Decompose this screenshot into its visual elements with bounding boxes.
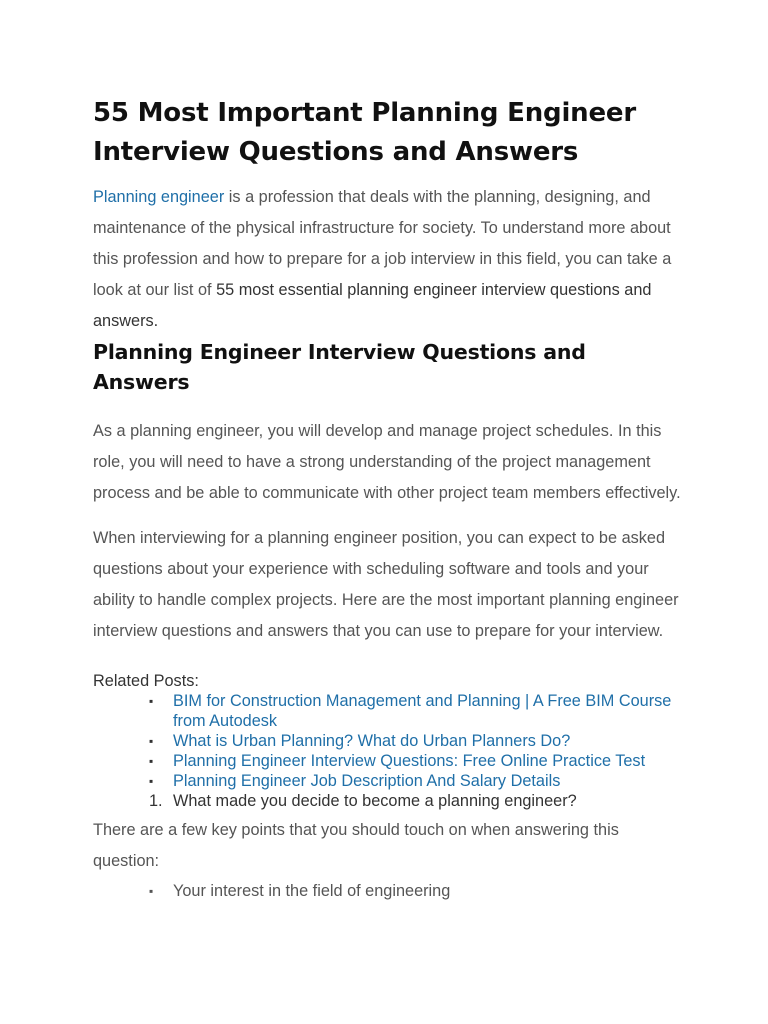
related-post-link[interactable]: ▪ BIM for Construction Management and Planning | A Free BIM Course from Autodesk <box>149 692 672 730</box>
intro-paragraph <box>93 182 683 337</box>
question-1 <box>93 791 683 811</box>
article <box>93 94 683 901</box>
planning-engineer-link[interactable]: Planning engineer <box>93 188 225 206</box>
related-posts-label: Related Posts: <box>93 672 199 690</box>
related-post-link[interactable]: ▪ What is Urban Planning? What do Urban Planners Do? <box>149 732 571 750</box>
list-item: ▪ Your interest in the field of engineering <box>149 882 451 900</box>
answer-points-list <box>93 881 683 901</box>
page-title: 55 Most Important Planning Engineer Interview Questions and Answers <box>93 98 636 167</box>
related-post-link[interactable]: ▪ Planning Engineer Interview Questions: Free Online Practice Test <box>149 752 646 770</box>
question-text: What made you decide to become a planning engineer? <box>173 792 577 810</box>
bullet-icon: ▪ <box>149 884 154 898</box>
intro-text: is a profession that deals with the planning, designing, and maintenance of the physical infrastructure for society. To understand more about this profession and how to prepare for a job interview in this field, you can take a look at our list of <box>93 188 672 299</box>
body-paragraph-1: As a planning engineer, you will develop and manage project schedules. In this role, you will need to have a strong understanding of the project management process and be able to communicate with other project team members effectively. <box>93 422 681 502</box>
bullet-icon: ▪ <box>149 734 154 748</box>
section-heading: Planning Engineer Interview Questions and Answers <box>93 340 586 394</box>
intro-bold-text: 55 most essential planning engineer interview questions and answers. <box>93 281 652 330</box>
body-paragraph-2: When interviewing for a planning engineer position, you can expect to be asked questions about your experience with scheduling software and tools and your ability to handle complex projects. Here are the most important planning engineer interview questions and answers that you can use to prepare for your interview. <box>93 529 679 640</box>
related-posts-list <box>93 691 683 791</box>
bullet-icon: ▪ <box>149 774 154 788</box>
related-post-link[interactable]: ▪ Planning Engineer Job Description And Salary Details <box>149 772 561 790</box>
question-number: 1. <box>149 792 163 810</box>
answer-paragraph: There are a few key points that you should touch on when answering this question: <box>93 821 619 870</box>
bullet-icon: ▪ <box>149 694 154 708</box>
bullet-icon: ▪ <box>149 754 154 768</box>
